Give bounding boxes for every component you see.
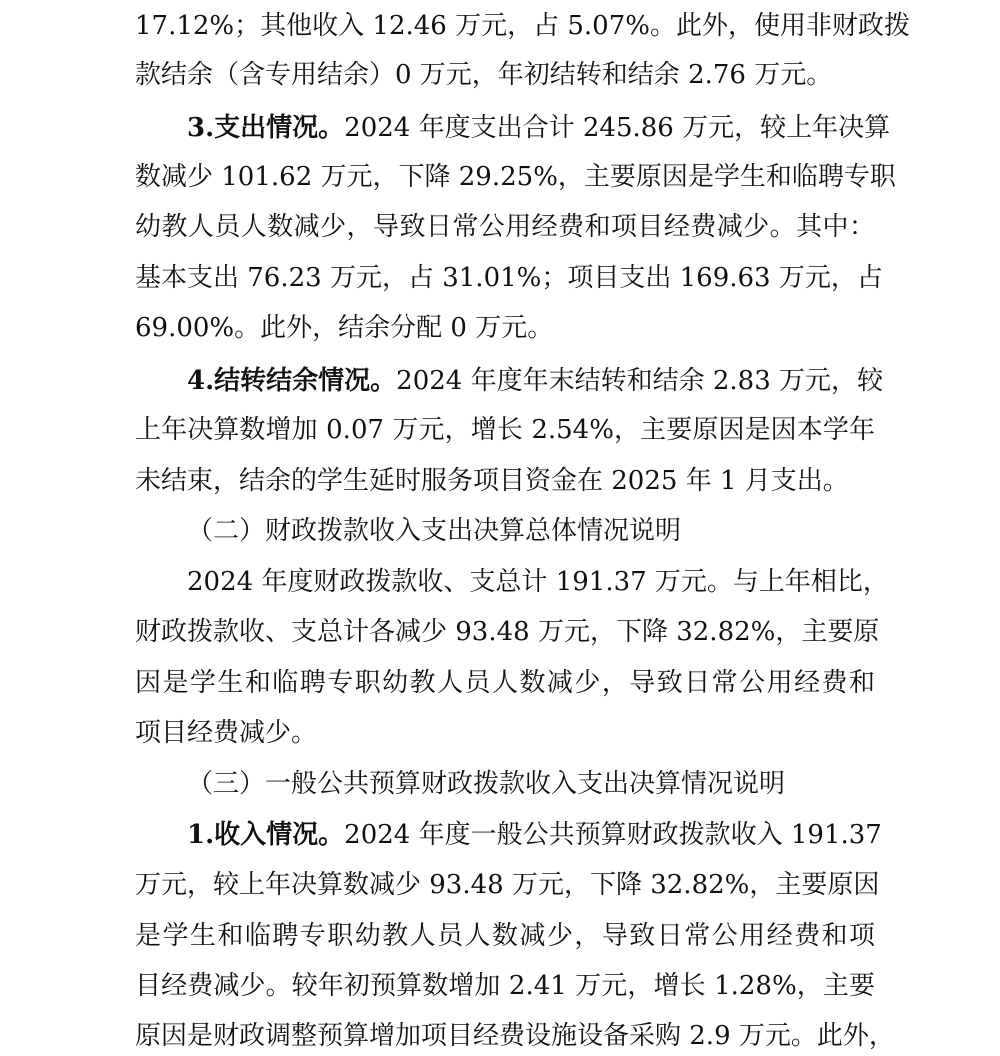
section-heading-income: 1.收入情况。 bbox=[187, 820, 345, 850]
paragraph-text: 2024 年度一般公共预算财政拨款收入 191.37 bbox=[344, 820, 882, 850]
paragraph-line: 2024 年度财政拨款收、支总计 191.37 万元。与上年相比， bbox=[187, 567, 889, 597]
paragraph-line: 69.00%。此外，结余分配 0 万元。 bbox=[135, 313, 554, 343]
paragraph-line: 因是学生和临聘专职幼教人员人数减少，导致日常公用经费和 bbox=[135, 668, 875, 698]
paragraph-line: 原因是财政调整预算增加项目经费设施设备采购 2.9 万元。此外， bbox=[135, 1021, 895, 1051]
paragraph-line: 财政拨款收、支总计各减少 93.48 万元，下降 32.82%，主要原 bbox=[135, 617, 880, 647]
paragraph-line: 是学生和临聘专职幼教人员人数减少，导致日常公用经费和项 bbox=[135, 921, 875, 951]
section-heading-general-budget: （三）一般公共预算财政拨款收入支出决算情况说明 bbox=[187, 769, 786, 799]
section-heading-expenditure: 3.支出情况。 bbox=[187, 113, 345, 143]
paragraph-line: 上年决算数增加 0.07 万元，增长 2.54%，主要原因是因本学年 bbox=[135, 415, 875, 445]
paragraph-line: 数减少 101.62 万元，下降 29.25%，主要原因是学生和临聘专职 bbox=[135, 162, 896, 192]
paragraph-line: 款结余（含专用结余）0 万元，年初结转和结余 2.76 万元。 bbox=[135, 60, 833, 90]
section-heading-carryover: 4.结转结余情况。 bbox=[187, 366, 397, 396]
section-heading-fiscal-overview: （二）财政拨款收入支出决算总体情况说明 bbox=[187, 516, 682, 546]
section-line-carryover bbox=[187, 361, 884, 401]
paragraph-line: 目经费减少。较年初预算数增加 2.41 万元，增长 1.28%，主要 bbox=[135, 971, 875, 1001]
paragraph-line: 幼教人员人数减少，导致日常公用经费和项目经费减少。其中： bbox=[135, 212, 875, 242]
paragraph-text: 2024 年度年末结转和结余 2.83 万元，较 bbox=[396, 366, 884, 396]
paragraph-line: 未结束，结余的学生延时服务项目资金在 2025 年 1 月支出。 bbox=[135, 466, 849, 496]
paragraph-line: 17.12%；其他收入 12.46 万元，占 5.07%。此外，使用非财政拨 bbox=[135, 11, 910, 41]
section-line-income bbox=[187, 815, 882, 855]
paragraph-line: 基本支出 76.23 万元，占 31.01%；项目支出 169.63 万元，占 bbox=[135, 263, 883, 293]
paragraph-text: 2024 年度支出合计 245.86 万元，较上年决算 bbox=[344, 113, 891, 143]
paragraph-line: 项目经费减少。 bbox=[135, 718, 318, 748]
paragraph-line: 万元，较上年决算数减少 93.48 万元，下降 32.82%，主要原因 bbox=[135, 870, 880, 900]
section-line-expenditure bbox=[187, 108, 891, 148]
